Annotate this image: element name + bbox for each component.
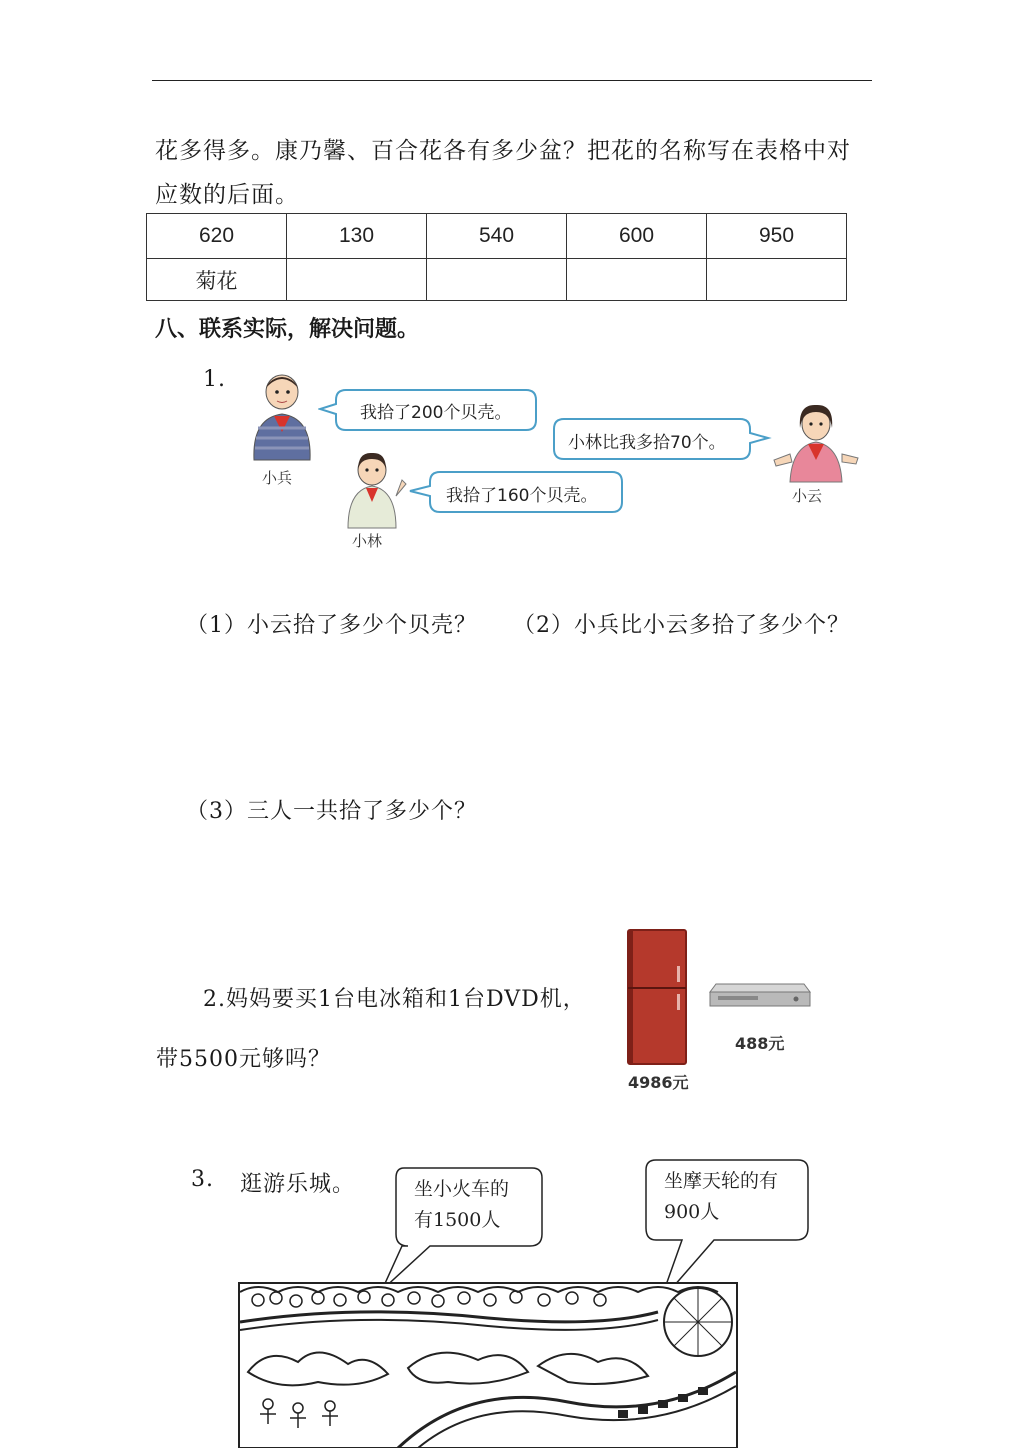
callout-wheel-line-2: 900人 <box>664 1201 720 1223</box>
table-cell-number: 950 <box>707 214 847 259</box>
flower-table <box>146 213 847 301</box>
amusement-park-illustration <box>238 1282 738 1448</box>
intro-line-2: 应数的后面。 <box>155 182 299 208</box>
problem-1-number: 1. <box>203 367 226 392</box>
fridge-illustration <box>624 928 690 1068</box>
name-xiaolin: 小林 <box>352 532 383 550</box>
speech-bubble-bing-text: 我拾了200个贝壳。 <box>360 403 512 423</box>
girl-xiaoyun-illustration <box>770 402 862 484</box>
question-1-3: （3）三人一共拾了多少个？ <box>186 799 477 824</box>
table-cell-name[interactable] <box>287 259 427 301</box>
table-cell-name: 菊花 <box>147 259 287 301</box>
table-row <box>147 259 847 301</box>
table-cell-name[interactable] <box>427 259 567 301</box>
fridge-price: 4986元 <box>628 1073 689 1092</box>
problem-2-line-2: 带5500元够吗？ <box>156 1047 331 1072</box>
table-cell-number: 540 <box>427 214 567 259</box>
speech-bubble-lin-text: 我拾了160个贝壳。 <box>446 486 598 506</box>
table-cell-number: 600 <box>567 214 707 259</box>
speech-bubble-yun-text: 小林比我多拾70个。 <box>568 433 726 453</box>
dvd-price: 488元 <box>735 1034 785 1053</box>
table-cell-name[interactable] <box>567 259 707 301</box>
table-cell-number: 130 <box>287 214 427 259</box>
callout-train-line-2: 有1500人 <box>414 1209 501 1231</box>
dvd-player-illustration <box>708 982 812 1010</box>
name-xiaobing: 小兵 <box>262 469 293 487</box>
question-1-2: （2）小兵比小云多拾了多少个？ <box>513 613 850 638</box>
girl-xiaolin-illustration <box>340 450 410 530</box>
boy-xiaobing-illustration <box>244 372 320 464</box>
intro-line-1: 花多得多。康乃馨、百合花各有多少盆？把花的名称写在表格中对 <box>155 138 851 164</box>
problem-3-number: 3. <box>191 1167 214 1192</box>
problem-3-title: 逛游乐城。 <box>240 1172 356 1197</box>
problem-2-line-1: 2.妈妈要买1台电冰箱和1台DVD机， <box>203 987 586 1012</box>
header-rule <box>152 80 872 81</box>
table-row <box>147 214 847 259</box>
callout-wheel-line-1: 坐摩天轮的有 <box>664 1170 779 1192</box>
callout-train-line-1: 坐小火车的 <box>414 1178 510 1200</box>
section-heading: 八、联系实际，解决问题。 <box>155 317 420 342</box>
name-xiaoyun: 小云 <box>792 487 823 505</box>
table-cell-number: 620 <box>147 214 287 259</box>
table-cell-name[interactable] <box>707 259 847 301</box>
question-1-1: （1）小云拾了多少个贝壳？ <box>186 613 477 638</box>
